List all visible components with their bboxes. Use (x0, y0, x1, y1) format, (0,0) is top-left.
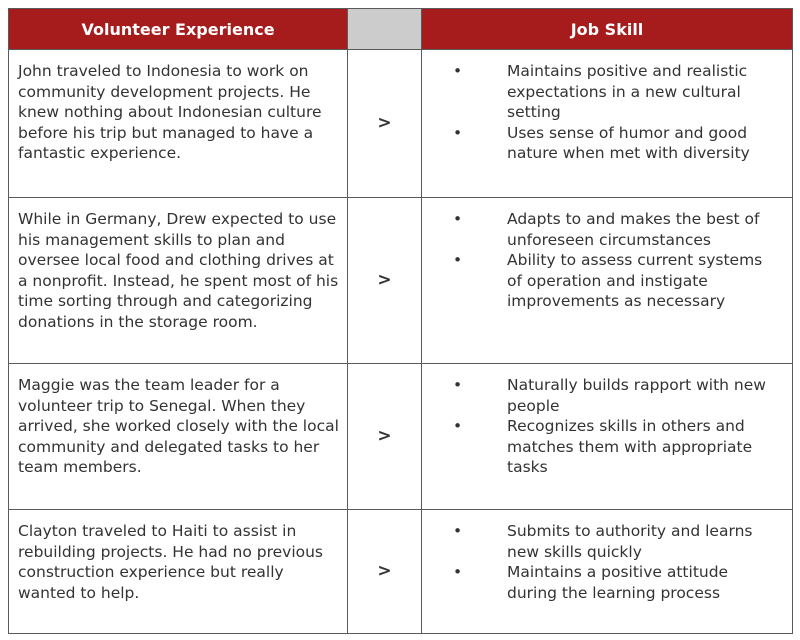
arrow-cell: > (348, 364, 422, 510)
skill-list (422, 375, 782, 478)
arrow-cell: > (348, 510, 422, 634)
skill-item (422, 250, 782, 312)
arrow-cell: > (348, 198, 422, 364)
header-spacer (348, 9, 422, 50)
bullet-glyph: • (453, 210, 463, 228)
skill-text: Recognizes skills in others and matches them with appropriate tasks (507, 417, 753, 477)
arrow-cell: > (348, 50, 422, 198)
table-row (9, 510, 793, 634)
table-row (9, 198, 793, 364)
table-header-row (9, 9, 793, 50)
skills-cell (422, 198, 793, 364)
skill-item (422, 416, 782, 478)
skill-item (422, 375, 782, 416)
bullet-glyph: • (453, 417, 463, 436)
skills-cell (422, 510, 793, 634)
bullet-glyph: • (453, 376, 463, 394)
skill-text: Adapts to and makes the best of unforeseen circumstances (507, 210, 760, 249)
skill-item (422, 521, 782, 562)
skill-list (422, 209, 782, 312)
experience-cell: John traveled to Indonesia to work on community development projects. He knew nothing about Indonesian culture before his trip but managed to have a fantastic experience. (9, 50, 348, 198)
experience-cell: While in Germany, Drew expected to use his management skills to plan and oversee local food and clothing drives at a nonprofit. Instead, he spent most of his time sorting through and categorizing donations in the storage room. (9, 198, 348, 364)
bullet-glyph: • (453, 563, 463, 582)
header-volunteer-experience: Volunteer Experience (9, 9, 348, 50)
bullet-glyph: • (453, 123, 463, 142)
skill-list (422, 521, 782, 603)
bullet-glyph: • (453, 522, 463, 540)
skill-text: Uses sense of humor and good nature when met with diversity (507, 123, 750, 163)
skill-item (422, 61, 782, 123)
skill-text: Naturally builds rapport with new people (507, 376, 766, 415)
experience-skill-table (8, 8, 793, 634)
skill-text: Maintains positive and realistic expectations in a new cultural setting (507, 62, 748, 122)
skill-list (422, 61, 782, 164)
experience-cell: Clayton traveled to Haiti to assist in rebuilding projects. He had no previous construction experience but really wanted to help. (9, 510, 348, 634)
skills-cell (422, 364, 793, 510)
table-row (9, 364, 793, 510)
skill-item (422, 209, 782, 250)
skill-item (422, 562, 782, 603)
skill-text: Maintains a positive attitude during the learning process (507, 563, 729, 602)
skill-item (422, 123, 782, 164)
experience-cell: Maggie was the team leader for a volunteer trip to Senegal. When they arrived, she worked closely with the local community and delegated tasks to her team members. (9, 364, 348, 510)
skill-text: Ability to assess current systems of operation and instigate improvements as necessary (507, 251, 763, 311)
table-row (9, 50, 793, 198)
skill-text: Submits to authority and learns new skills quickly (507, 522, 753, 561)
header-job-skill: Job Skill (422, 9, 793, 50)
bullet-glyph: • (453, 62, 463, 80)
skills-cell (422, 50, 793, 198)
bullet-glyph: • (453, 251, 463, 270)
